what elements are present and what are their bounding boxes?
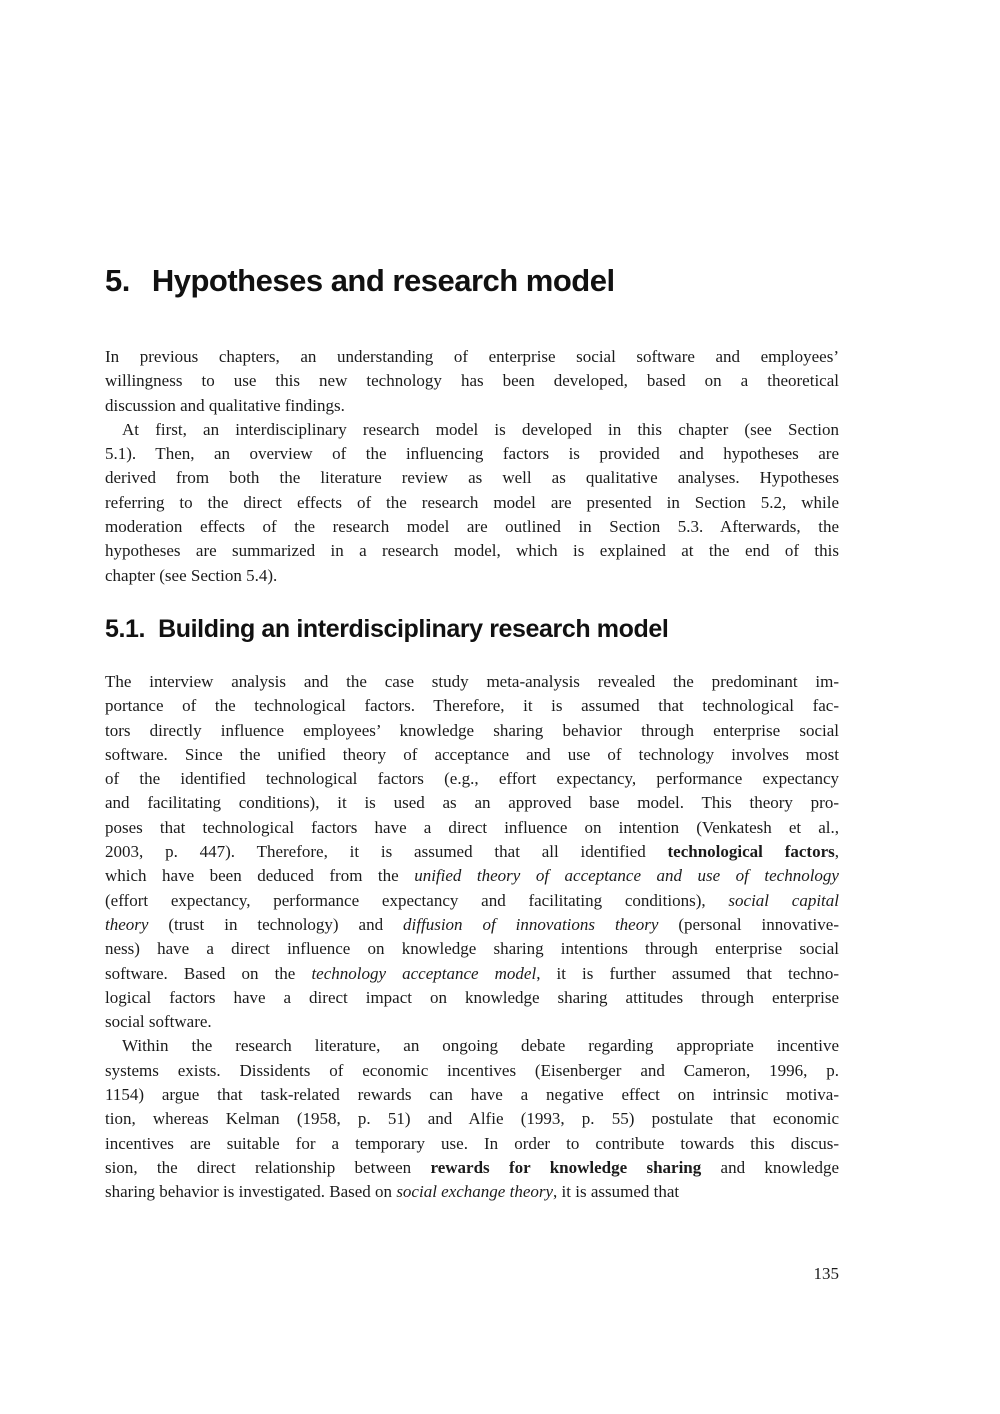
text-segment: At first, an interdisciplinary research model is developed in this chapter (see Section [122,419,839,439]
text-line [105,1010,839,1034]
text-segment: incentives are suitable for a temporary use. In order to contribute towards this discus- [105,1133,839,1153]
text-line [105,913,839,937]
text-line [105,937,839,961]
text-line [105,466,839,490]
text-segment: and facilitating conditions), it is used as an approved base model. This theory pro- [105,793,839,813]
text-segment: systems exists. Dissidents of economic incentives (Eisenberger and Cameron, 1996, p. [105,1060,839,1080]
text-segment: software. Based on the [105,963,312,983]
text-line [105,791,839,815]
italic-phrase: unified theory of acceptance and use of technology [414,866,839,886]
text-line [105,962,839,986]
text-segment: hypotheses are summarized in a research model, which is explained at the end of this [105,541,839,561]
text-line [105,345,839,369]
italic-phrase: diffusion of innovations theory [403,914,659,934]
chapter-heading [105,262,839,300]
text-segment: portance of the technological factors. Therefore, it is assumed that technological fac- [105,696,839,716]
text-segment: , [834,842,839,862]
text-segment: The interview analysis and the case study meta-analysis revealed the predominant im- [105,671,839,691]
bold-phrase: rewards for knowledge sharing [430,1157,702,1177]
text-line [105,889,839,913]
text-segment: sharing behavior is investigated. Based on [105,1182,397,1202]
text-line [105,418,839,442]
text-segment: social software. [105,1012,212,1032]
text-segment: In previous chapters, an understanding of enterprise social software and employees’ [105,347,839,366]
text-line [105,515,839,539]
italic-phrase: technology acceptance model [311,963,537,983]
text-segment: Within the research literature, an ongoing debate regarding appropriate incentive [122,1036,839,1056]
text-line [105,743,839,767]
text-segment: sion, the direct relationship between [105,1157,431,1177]
text-line [105,442,839,466]
paragraph [105,418,839,588]
text-segment: , it is assumed that [553,1182,680,1202]
italic-phrase: theory [105,914,149,934]
text-segment: chapter (see Section 5.4). [105,565,278,585]
text-segment: referring to the direct effects of the research model are presented in Section 5.2, while [105,492,839,512]
text-line [105,1083,839,1107]
section-title: Building an interdisciplinary research model [158,614,669,643]
text-line [105,986,839,1010]
text-segment: which have been deduced from the [105,866,415,886]
text-line [105,1034,839,1058]
text-segment: (trust in technology) and [148,914,404,934]
text-segment: (personal innovative- [658,914,839,934]
italic-phrase: social exchange theory [396,1182,554,1202]
text-line [105,394,839,418]
text-segment: 5.1). Then, an overview of the influencing factors is provided and hypotheses are [105,444,839,464]
section-heading [105,614,839,644]
text-line [105,491,839,515]
text-segment: tors directly influence employees’ knowledge sharing behavior through enterprise social [105,720,839,740]
section-number: 5.1. [105,614,146,643]
text-line [105,694,839,718]
italic-phrase: social capital [728,890,840,910]
paragraph [105,345,839,418]
text-segment: poses that technological factors have a direct influence on intention (Venkatesh et al., [105,817,839,837]
chapter-title: Hypotheses and research model [151,263,615,298]
chapter-number: 5. [105,263,130,298]
text-line [105,369,839,393]
text-segment: of the identified technological factors (e.g., effort expectancy, performance expectancy [105,769,839,789]
text-segment: logical factors have a direct impact on knowledge sharing attitudes through enterprise [105,987,839,1007]
section-paragraphs [105,670,839,1205]
text-segment: derived from both the literature review as well as qualitative analyses. Hypotheses [105,468,839,488]
text-line [105,840,839,864]
text-line [105,864,839,888]
bold-phrase: technological factors [667,842,835,862]
text-segment: tion, whereas Kelman (1958, p. 51) and Alfie (1993, p. 55) postulate that economic [105,1109,839,1129]
text-line [105,539,839,563]
text-segment: 2003, p. 447). Therefore, it is assumed that all identified [105,842,668,862]
text-segment: and knowledge [701,1157,840,1177]
text-line [105,1156,839,1180]
text-segment: willingness to use this new technology has been developed, based on a theoretical [105,371,839,391]
paragraph [105,670,839,1034]
text-segment: discussion and qualitative findings. [105,395,345,415]
text-line [105,564,839,588]
text-line [105,670,839,694]
text-line [105,1180,839,1204]
page-number: 135 [813,1264,839,1283]
text-line [105,719,839,743]
text-line [105,816,839,840]
text-segment: 1154) argue that task-related rewards can have a negative effect on intrinsic motiva- [105,1085,839,1105]
text-line [105,1107,839,1131]
text-line [105,1132,839,1156]
text-segment: ness) have a direct influence on knowledge sharing intentions through enterprise social [105,939,839,959]
text-block [105,262,839,1205]
text-line [105,767,839,791]
text-segment: , it is further assumed that techno- [536,963,839,983]
text-line [105,1059,839,1083]
text-segment: (effort expectancy, performance expectancy and facilitating conditions), [105,890,729,910]
intro-paragraphs [105,345,839,588]
paragraph [105,1034,839,1204]
text-segment: software. Since the unified theory of acceptance and use of technology involves most [105,744,839,764]
text-segment: moderation effects of the research model are outlined in Section 5.3. Afterwards, the [105,517,839,537]
